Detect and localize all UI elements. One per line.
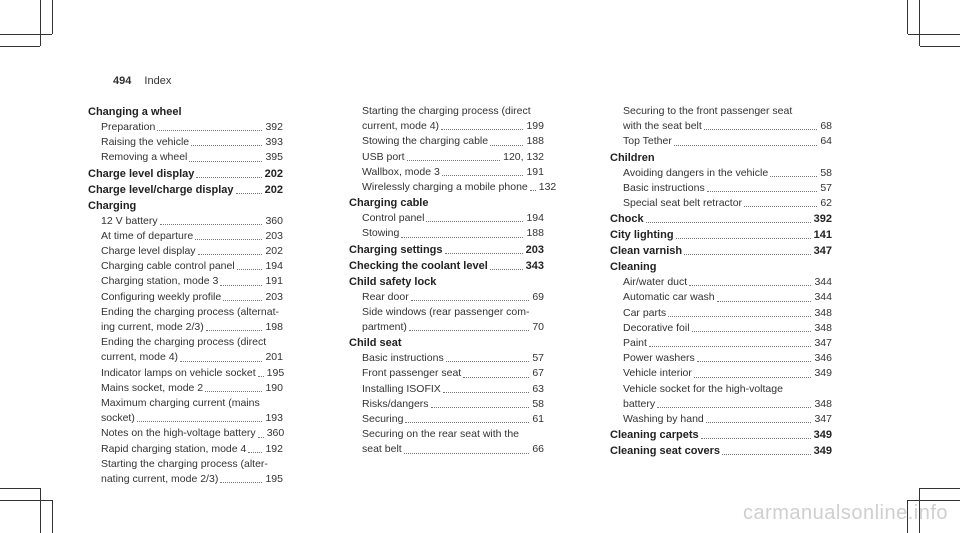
index-subentry <box>610 290 832 305</box>
page-reference[interactable]: 120, 132 <box>503 150 544 163</box>
index-subentry <box>610 351 832 366</box>
page-reference[interactable]: 193 <box>265 412 283 425</box>
entry-text: current, mode 4) <box>101 351 179 364</box>
crop-mark <box>40 488 41 533</box>
leader-dots <box>426 211 523 222</box>
leader-dots <box>180 350 262 361</box>
entry-text: Front passenger seat <box>362 367 462 380</box>
entry-text: Rapid charging station, mode 4 <box>101 442 247 455</box>
index-subentry <box>610 181 832 196</box>
leader-dots <box>692 321 812 332</box>
entry-text: Charging cable control panel <box>101 260 235 273</box>
index-subentry <box>610 397 832 412</box>
page-number: 494 <box>113 75 132 87</box>
page-reference[interactable]: 67 <box>532 367 544 380</box>
leader-dots <box>530 180 536 191</box>
page-reference[interactable]: 195 <box>265 473 283 486</box>
entry-text: Charging <box>88 199 137 212</box>
entry-text: Ending the charging process (direct <box>101 336 267 349</box>
leader-dots <box>689 275 811 286</box>
page-reference[interactable]: 199 <box>526 120 544 133</box>
leader-dots <box>160 214 263 225</box>
page-reference[interactable]: 194 <box>526 212 544 225</box>
index-subentry <box>349 226 544 241</box>
entry-text: USB port <box>362 150 405 163</box>
leader-dots <box>442 165 524 176</box>
index-heading <box>610 227 832 243</box>
page-reference[interactable]: 192 <box>265 442 283 455</box>
page-reference[interactable]: 349 <box>813 429 832 442</box>
page-header <box>113 75 171 87</box>
index-subentry <box>88 472 283 487</box>
page-reference[interactable]: 70 <box>532 321 544 334</box>
page-reference[interactable]: 348 <box>814 321 832 334</box>
leader-dots <box>236 182 262 194</box>
leader-dots <box>220 472 262 483</box>
page-reference[interactable]: 203 <box>525 243 544 256</box>
index-heading <box>88 182 283 198</box>
index-subentry-continuation <box>610 382 832 397</box>
index-subentry-continuation <box>88 457 283 472</box>
leader-dots <box>697 351 812 362</box>
index-heading <box>88 166 283 182</box>
entry-text: socket) <box>101 412 135 425</box>
leader-dots <box>668 306 811 317</box>
entry-text: Top Tether <box>623 135 672 148</box>
entry-text: Paint <box>623 337 647 350</box>
leader-dots <box>191 135 262 146</box>
page-reference[interactable]: 190 <box>265 381 283 394</box>
page-reference[interactable]: 194 <box>265 260 283 273</box>
entry-text: Decorative foil <box>623 321 690 334</box>
entry-text: Indicator lamps on vehicle socket <box>101 366 256 379</box>
index-subentry <box>88 229 283 244</box>
index-subentry <box>88 411 283 426</box>
page-reference[interactable]: 347 <box>814 337 832 350</box>
entry-text: Cleaning seat covers <box>610 445 721 458</box>
index-subentry <box>349 382 544 397</box>
leader-dots <box>248 442 262 453</box>
leader-dots <box>463 366 529 377</box>
page-reference[interactable]: 62 <box>820 197 832 210</box>
index-heading <box>349 335 544 351</box>
page-reference[interactable]: 61 <box>532 413 544 426</box>
entry-text: Wirelessly charging a mobile phone <box>362 181 528 194</box>
page-reference[interactable]: 392 <box>265 121 283 133</box>
leader-dots <box>674 134 817 145</box>
entry-text: Stowing <box>362 227 400 240</box>
page-reference[interactable]: 57 <box>532 352 544 365</box>
page-reference[interactable]: 63 <box>532 382 544 395</box>
leader-dots <box>137 411 263 422</box>
entry-text: nating current, mode 2/3) <box>101 473 219 486</box>
index-subentry <box>88 442 283 457</box>
entry-text: battery <box>623 397 656 410</box>
entry-text: Avoiding dangers in the vehicle <box>623 166 769 179</box>
leader-dots <box>676 227 811 239</box>
entry-text: Charge level display <box>88 167 195 180</box>
entry-text: Chock <box>610 213 644 226</box>
index-subentry <box>610 321 832 336</box>
leader-dots <box>220 274 262 285</box>
page-reference[interactable]: 202 <box>264 167 283 180</box>
page-reference[interactable]: 132 <box>538 181 557 194</box>
leader-dots <box>441 119 523 130</box>
index-subentry <box>349 397 544 412</box>
index-heading <box>349 274 544 290</box>
entry-text: Basic instructions <box>623 181 705 194</box>
page-reference[interactable]: 395 <box>265 151 283 164</box>
leader-dots <box>258 426 264 437</box>
index-subentry <box>349 442 544 457</box>
index-subentry <box>349 165 544 180</box>
entry-text: Air/water duct <box>623 276 688 289</box>
index-subentry <box>610 275 832 290</box>
page-reference[interactable]: 346 <box>814 352 832 365</box>
leader-dots <box>157 120 262 131</box>
index-subentry-continuation <box>88 396 283 411</box>
entry-text: Risks/dangers <box>362 397 429 410</box>
leader-dots <box>706 412 812 423</box>
index-heading <box>610 443 832 459</box>
index-heading <box>349 242 544 258</box>
index-subentry <box>349 320 544 335</box>
entry-text: Configuring weekly profile <box>101 290 222 303</box>
leader-dots <box>196 166 261 178</box>
index-heading <box>610 259 832 275</box>
entry-text: Notes on the high-voltage battery <box>101 427 256 440</box>
page-reference[interactable]: 203 <box>265 229 283 242</box>
leader-dots <box>205 381 262 392</box>
crop-mark <box>919 0 920 46</box>
index-subentry <box>610 119 832 134</box>
page-reference[interactable]: 57 <box>820 181 832 194</box>
leader-dots <box>258 366 264 377</box>
section-title: Index <box>144 75 172 87</box>
index-subentry-continuation <box>349 104 544 119</box>
index-subentry <box>349 366 544 381</box>
index-subentry <box>88 426 283 441</box>
index-subentry <box>88 259 283 274</box>
entry-text: Preparation <box>101 121 156 133</box>
crop-mark <box>908 34 960 35</box>
page-reference[interactable]: 141 <box>813 229 832 242</box>
index-subentry <box>349 119 544 134</box>
page-reference[interactable]: 392 <box>813 213 832 226</box>
leader-dots <box>694 366 812 377</box>
index-subentry <box>88 274 283 289</box>
entry-text: Changing a wheel <box>88 106 182 118</box>
entry-text: Washing by hand <box>623 413 704 426</box>
entry-text: Removing a wheel <box>101 151 188 164</box>
entry-text: Maximum charging current (mains <box>101 397 260 410</box>
page-reference[interactable]: 191 <box>526 165 544 178</box>
page-reference[interactable]: 58 <box>820 166 832 179</box>
entry-text: Installing ISOFIX <box>362 382 441 395</box>
index-subentry <box>88 381 283 396</box>
leader-dots <box>684 243 811 255</box>
leader-dots <box>407 150 501 161</box>
index-subentry <box>610 306 832 321</box>
index-subentry <box>88 290 283 305</box>
leader-dots <box>206 320 263 331</box>
page-reference[interactable]: 202 <box>265 245 283 258</box>
index-subentry <box>610 336 832 351</box>
page-reference[interactable]: 347 <box>813 245 832 258</box>
crop-mark <box>0 500 52 501</box>
index-subentry <box>610 134 832 149</box>
index-subentry <box>610 366 832 381</box>
entry-text: Rear door <box>362 290 409 303</box>
index-heading <box>349 258 544 274</box>
index-heading <box>610 427 832 443</box>
entry-text: Charging cable <box>349 197 429 210</box>
leader-dots <box>646 211 811 223</box>
leader-dots <box>770 166 817 177</box>
page-reference[interactable]: 188 <box>526 227 544 240</box>
leader-dots <box>237 259 263 270</box>
page-reference[interactable]: 343 <box>525 259 544 272</box>
entry-text: Side windows (rear passenger com- <box>362 305 530 318</box>
leader-dots <box>401 226 523 237</box>
page-reference[interactable]: 69 <box>532 290 544 303</box>
entry-text: Special seat belt retractor <box>623 197 743 210</box>
leader-dots <box>722 443 811 455</box>
index-heading <box>610 150 832 166</box>
leader-dots <box>704 119 818 130</box>
entry-text: 12 V battery <box>101 214 158 227</box>
watermark: carmanualsonline.info <box>742 502 948 524</box>
page-reference[interactable]: 202 <box>264 183 283 196</box>
entry-text: Charge level/charge display <box>88 183 234 196</box>
entry-text: Wallbox, mode 3 <box>362 165 440 178</box>
index-subentry <box>610 196 832 211</box>
index-heading <box>88 198 283 214</box>
leader-dots <box>707 181 818 192</box>
leader-dots <box>490 258 523 270</box>
page-reference[interactable]: 347 <box>814 413 832 426</box>
entry-text: seat belt <box>362 443 402 456</box>
leader-dots <box>657 397 811 408</box>
page-reference[interactable]: 58 <box>532 397 544 410</box>
index-subentry <box>349 150 544 165</box>
entry-text: Clean varnish <box>610 245 683 258</box>
index-subentry <box>88 135 283 150</box>
entry-text: Control panel <box>362 212 425 225</box>
index-subentry <box>349 180 557 195</box>
page-reference[interactable]: 191 <box>265 275 283 288</box>
leader-dots <box>198 244 263 255</box>
entry-text: Child safety lock <box>349 275 437 288</box>
index-subentry <box>88 214 283 229</box>
entry-text: Cleaning carpets <box>610 429 699 442</box>
crop-mark <box>0 46 40 47</box>
entry-text: Checking the coolant level <box>349 259 488 272</box>
index-subentry <box>349 134 544 149</box>
page-reference[interactable]: 195 <box>266 366 285 379</box>
index-column-1 <box>88 104 283 487</box>
entry-text: Basic instructions <box>362 352 444 365</box>
entry-text: Securing to the front passenger seat <box>623 105 793 117</box>
entry-text: Vehicle socket for the high-voltage <box>623 382 783 395</box>
page-reference[interactable]: 64 <box>820 135 832 148</box>
leader-dots <box>405 412 529 423</box>
leader-dots <box>223 290 262 301</box>
page-reference[interactable]: 348 <box>814 397 832 410</box>
index-subentry <box>88 244 283 259</box>
index-subentry <box>349 290 544 305</box>
index-subentry-continuation <box>349 427 544 442</box>
index-heading <box>610 243 832 259</box>
index-subentry <box>88 320 283 335</box>
crop-mark <box>907 0 908 34</box>
leader-dots <box>717 290 812 301</box>
entry-text: Ending the charging process (alternat- <box>101 305 280 318</box>
entry-text: At time of departure <box>101 229 194 242</box>
page-reference[interactable]: 344 <box>814 291 832 304</box>
crop-mark <box>0 34 52 35</box>
page-reference[interactable]: 360 <box>265 214 283 227</box>
entry-text: current, mode 4) <box>362 120 440 133</box>
entry-text: with the seat belt <box>623 120 702 133</box>
index-subentry <box>88 350 283 365</box>
index-column-2 <box>349 104 557 458</box>
entry-text: Child seat <box>349 337 402 350</box>
entry-text: Mains socket, mode 2 <box>101 381 204 394</box>
entry-text: Vehicle interior <box>623 367 692 380</box>
entry-text: Securing on the rear seat with the <box>362 428 520 441</box>
page-reference[interactable]: 349 <box>814 367 832 380</box>
entry-text: partment) <box>362 321 407 334</box>
index-heading <box>349 195 544 211</box>
entry-text: Children <box>610 151 655 164</box>
entry-text: Car parts <box>623 306 667 319</box>
leader-dots <box>195 229 262 240</box>
entry-text: ing current, mode 2/3) <box>101 321 204 334</box>
page-reference[interactable]: 348 <box>814 306 832 319</box>
entry-text: Raising the vehicle <box>101 136 190 149</box>
index-subentry <box>610 166 832 181</box>
index-subentry <box>88 366 283 381</box>
entry-text: Stowing the charging cable <box>362 135 489 148</box>
index-subentry-continuation <box>88 305 283 320</box>
crop-mark <box>52 500 53 533</box>
leader-dots <box>744 196 817 207</box>
leader-dots <box>445 242 523 254</box>
page-reference[interactable]: 360 <box>266 427 285 440</box>
index-subentry-continuation <box>349 305 544 320</box>
index-subentry-continuation <box>88 335 283 350</box>
index-heading <box>610 211 832 227</box>
index-subentry <box>349 351 544 366</box>
leader-dots <box>404 442 530 453</box>
index-subentry <box>610 412 832 427</box>
leader-dots <box>701 427 811 439</box>
index-heading <box>88 104 283 120</box>
entry-text: Charging settings <box>349 243 443 256</box>
entry-text: Starting the charging process (alter- <box>101 457 268 470</box>
index-subentry <box>88 150 283 165</box>
crop-mark <box>0 488 40 489</box>
page-reference[interactable]: 198 <box>265 321 283 334</box>
leader-dots <box>446 351 530 362</box>
crop-mark <box>52 0 53 34</box>
entry-text: Automatic car wash <box>623 291 715 304</box>
page-reference[interactable]: 349 <box>813 445 832 458</box>
leader-dots <box>443 382 530 393</box>
crop-mark <box>920 488 960 489</box>
index-subentry-continuation <box>610 104 832 119</box>
crop-mark <box>920 46 960 47</box>
page-reference[interactable]: 188 <box>526 135 544 148</box>
entry-text: Cleaning <box>610 261 657 274</box>
leader-dots <box>409 320 529 331</box>
leader-dots <box>411 290 530 301</box>
leader-dots <box>431 397 530 408</box>
index-subentry <box>349 211 544 226</box>
index-subentry <box>349 412 544 427</box>
page-reference[interactable]: 393 <box>265 136 283 149</box>
entry-text: Power washers <box>623 352 695 365</box>
page-reference[interactable]: 344 <box>814 276 832 289</box>
page-reference[interactable]: 68 <box>820 120 832 133</box>
crop-mark <box>908 500 960 501</box>
entry-text: Charging station, mode 3 <box>101 275 219 288</box>
page-reference[interactable]: 203 <box>265 290 283 303</box>
page-reference[interactable]: 201 <box>265 351 283 364</box>
page-reference[interactable]: 66 <box>532 443 544 456</box>
index-subentry <box>88 120 283 135</box>
index-column-3 <box>610 104 832 459</box>
leader-dots <box>649 336 812 347</box>
crop-mark <box>40 0 41 46</box>
entry-text: Starting the charging process (direct <box>362 105 531 117</box>
entry-text: City lighting <box>610 229 674 242</box>
leader-dots <box>189 150 262 161</box>
leader-dots <box>490 134 523 145</box>
entry-text: Securing <box>362 413 404 426</box>
entry-text: Charge level display <box>101 245 196 258</box>
